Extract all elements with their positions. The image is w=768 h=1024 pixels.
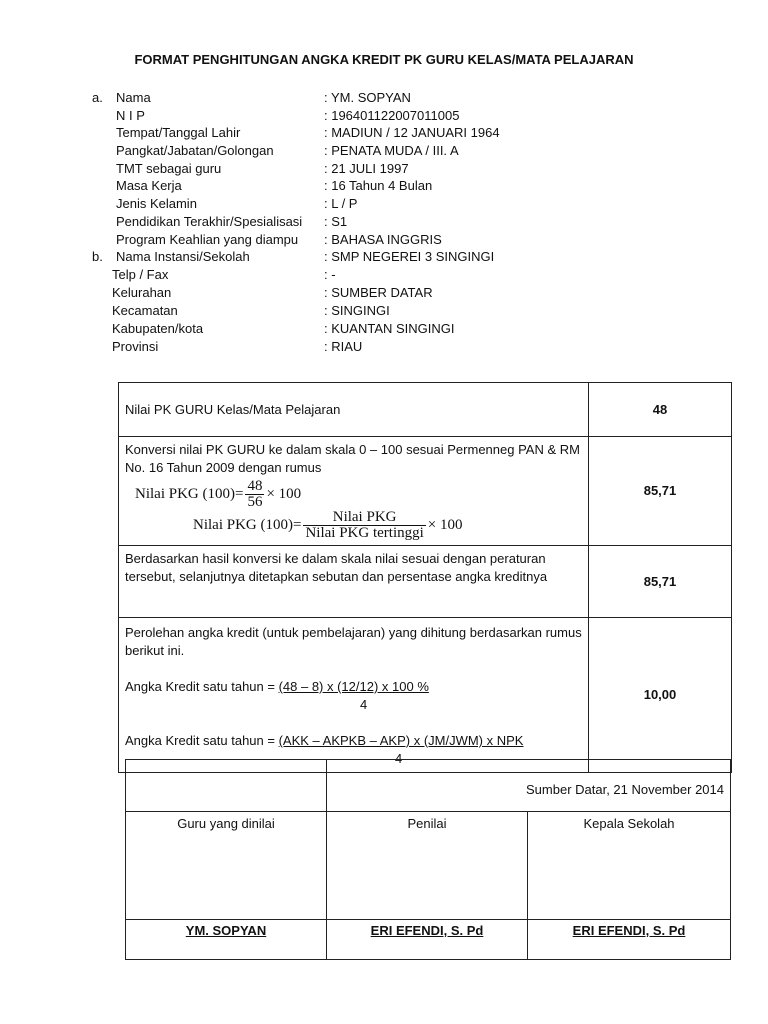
formula-1-rhs: × 100 [266,485,302,502]
info-label: Tempat/Tanggal Lahir [116,125,241,140]
ak-formula-2-prefix: Angka Kredit satu tahun = [125,733,279,748]
info-label: Pendidikan Terakhir/Spesialisasi [116,214,303,229]
info-value: : 21 JULI 1997 [324,161,409,176]
info-label: Provinsi [112,339,159,354]
section-b-marker: b. [92,249,103,264]
ak-formula-1-prefix: Angka Kredit satu tahun = [125,679,279,694]
info-label: N I P [116,108,145,123]
info-value: : S1 [324,214,348,229]
name-guru-text: YM. SOPYAN [185,923,267,938]
name-guru [126,920,327,960]
formula-1 [135,479,582,510]
document-title: FORMAT PENGHITUNGAN ANGKA KREDIT PK GURU KELAS/MATA PELAJARAN [134,52,634,67]
info-value: : KUANTAN SINGINGI [324,321,455,336]
konversi-text: Konversi nilai PK GURU ke dalam skala 0 – 100 sesuai Permenneg PAN & RM No. 16 Tahun 2009 dengan rumus [125,442,580,475]
info-label: Pangkat/Jabatan/Golongan [116,143,274,158]
info-value: : MADIUN / 12 JANUARI 1964 [324,125,500,140]
info-value: : 16 Tahun 4 Bulan [324,178,433,193]
info-label: Telp / Fax [112,267,169,282]
info-value: : PENATA MUDA / III. A [324,143,459,158]
info-value: : RIAU [324,339,363,354]
formula-2-fraction [303,510,425,541]
ak-formula-1 [125,678,582,696]
sebutan-value: 85,71 [589,546,732,618]
info-value: : 196401122007011005 [324,108,460,123]
formula-1-fraction [245,479,264,510]
table-row [119,546,732,618]
empty-cell [126,760,327,812]
konversi-cell [119,437,589,546]
table-row [119,383,732,437]
ak-formula-2-numerator: (AKK – AKPKB – AKP) x (JM/JWM) x NPK [278,733,524,748]
role-guru: Guru yang dinilai [126,812,327,920]
place-date: Sumber Datar, 21 November 2014 [327,760,731,812]
info-label: Kelurahan [112,285,172,300]
info-label: Nama [116,90,151,105]
table-row [126,812,731,920]
role-kepala-sekolah: Kepala Sekolah [528,812,731,920]
info-value: : L / P [324,196,358,211]
info-value: : SMP NEGEREI 3 SINGINGI [324,249,495,264]
nilai-pk-value: 48 [589,383,732,437]
role-penilai: Penilai [327,812,528,920]
nilai-pk-label: Nilai PK GURU Kelas/Mata Pelajaran [119,383,589,437]
name-kepala-sekolah [528,920,731,960]
formula-2 [193,510,582,541]
sebutan-text: Berdasarkan hasil konversi ke dalam skala nilai sesuai dengan peraturan tersebut, selanjutnya ditetapkan sebutan dan persentase angka kreditnya [119,546,589,618]
angka-kredit-value: 10,00 [589,618,732,773]
name-kepala-text: ERI EFENDI, S. Pd [572,923,686,938]
ak-formula-1-denominator: 4 [360,697,368,712]
konversi-value: 85,71 [589,437,732,546]
table-row [119,437,732,546]
name-penilai [327,920,528,960]
formula-1-denominator: 56 [247,494,263,510]
info-value: : YM. SOPYAN [324,90,411,105]
angka-kredit-table [118,382,732,773]
table-row [126,760,731,812]
perolehan-cell [119,618,589,773]
info-label: Nama Instansi/Sekolah [116,249,250,264]
ak-formula-1-numerator: (48 – 8) x (12/12) x 100 % [278,679,429,694]
formula-2-lhs: Nilai PKG (100)= [193,516,302,533]
formula-2-denominator: Nilai PKG tertinggi [305,525,424,541]
info-value: : - [324,267,336,282]
info-label: Jenis Kelamin [116,196,197,211]
ak-formula-2-denominator: 4 [395,751,403,766]
info-label: Program Keahlian yang diampu [116,232,299,247]
info-label: Kabupaten/kota [112,321,204,336]
perolehan-text: Perolehan angka kredit (untuk pembelajaran) yang dihitung berdasarkan rumus berikut ini. [125,625,582,658]
formula-1-numerator: 48 [247,478,263,494]
section-a-marker: a. [92,90,103,105]
info-value: : SUMBER DATAR [324,285,433,300]
formula-2-rhs: × 100 [427,516,463,533]
table-row [126,920,731,960]
info-value: : SINGINGI [324,303,390,318]
signature-table [125,759,731,960]
info-label: Kecamatan [112,303,178,318]
info-label: Masa Kerja [116,178,182,193]
info-label: TMT sebagai guru [116,161,222,176]
formula-1-lhs: Nilai PKG (100)= [135,485,244,502]
table-row [119,618,732,773]
ak-formula-2 [125,732,582,750]
info-value: : BAHASA INGGRIS [324,232,442,247]
name-penilai-text: ERI EFENDI, S. Pd [370,923,484,938]
formula-2-numerator: Nilai PKG [303,510,425,526]
